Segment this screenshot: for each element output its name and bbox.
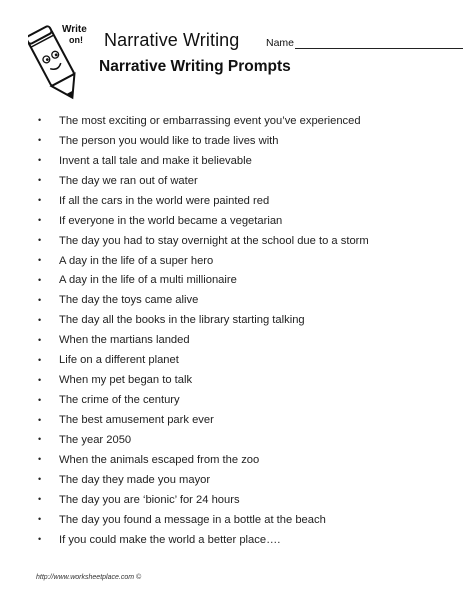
- list-item: [38, 490, 458, 510]
- bullet: •: [38, 274, 42, 285]
- list-item: [38, 450, 458, 470]
- bullet: •: [38, 454, 42, 465]
- logo-text-write: Write: [62, 24, 87, 35]
- list-item: [38, 510, 458, 530]
- footer-url: http://www.worksheetplace.com ©: [36, 574, 142, 581]
- list-item: [38, 191, 458, 211]
- prompt-text: The day we ran out of water: [59, 174, 198, 187]
- prompt-text: The best amusement park ever: [59, 414, 214, 427]
- bullet: •: [38, 494, 42, 505]
- prompt-text: The day all the books in the library starting talking: [59, 314, 305, 327]
- list-item: [38, 530, 458, 550]
- list-item: [38, 271, 458, 291]
- bullet: •: [38, 474, 42, 485]
- list-item: [38, 290, 458, 310]
- bullet: •: [38, 115, 42, 126]
- bullet: •: [38, 534, 42, 545]
- bullet: •: [38, 434, 42, 445]
- list-item: [38, 410, 458, 430]
- list-item: [38, 171, 458, 191]
- prompt-text: The most exciting or embarrassing event you’ve experienced: [59, 114, 361, 127]
- bullet: •: [38, 314, 42, 325]
- bullet: •: [38, 294, 42, 305]
- list-item: [38, 111, 458, 131]
- name-blank-line[interactable]: [295, 37, 463, 49]
- list-item: [38, 390, 458, 410]
- list-item: [38, 430, 458, 450]
- prompt-text: The day you are ‘bionic’ for 24 hours: [59, 493, 240, 506]
- prompt-text: The day you had to stay overnight at the school due to a storm: [59, 234, 369, 247]
- bullet: •: [38, 255, 42, 266]
- prompt-text: The year 2050: [59, 433, 132, 446]
- prompt-text: Invent a tall tale and make it believable: [59, 154, 252, 167]
- prompt-text: The crime of the century: [59, 394, 180, 407]
- bullet: •: [38, 414, 42, 425]
- prompt-text: If everyone in the world became a vegetarian: [59, 214, 283, 227]
- list-item: [38, 350, 458, 370]
- prompt-text: When the animals escaped from the zoo: [59, 453, 260, 466]
- list-item: [38, 370, 458, 390]
- prompt-text: The day they made you mayor: [59, 473, 211, 486]
- name-label: Name: [266, 37, 295, 49]
- prompt-text: The person you would like to trade lives with: [59, 134, 279, 147]
- list-item: [38, 211, 458, 231]
- bullet: •: [38, 175, 42, 186]
- prompt-list: [38, 111, 458, 550]
- prompt-text: If all the cars in the world were painted red: [59, 194, 270, 207]
- prompt-text: When my pet began to talk: [59, 374, 193, 387]
- prompt-text: When the martians landed: [59, 334, 190, 347]
- bullet: •: [38, 394, 42, 405]
- prompt-text: A day in the life of a multi millionaire: [59, 274, 237, 287]
- bullet: •: [38, 354, 42, 365]
- list-item: [38, 470, 458, 490]
- prompt-text: The day the toys came alive: [59, 294, 199, 307]
- worksheet-title: Narrative Writing: [104, 30, 240, 50]
- list-item: [38, 251, 458, 271]
- bullet: •: [38, 215, 42, 226]
- page-heading: Narrative Writing Prompts: [99, 58, 291, 75]
- bullet: •: [38, 195, 42, 206]
- list-item: [38, 310, 458, 330]
- bullet: •: [38, 135, 42, 146]
- name-field[interactable]: [266, 37, 463, 49]
- prompt-text: If you could make the world a better place….: [59, 533, 281, 546]
- list-item: [38, 330, 458, 350]
- list-item: [38, 131, 458, 151]
- logo-text-on: on!: [69, 35, 83, 45]
- pencil-logo-icon: [28, 20, 90, 108]
- list-item: [38, 151, 458, 171]
- bullet: •: [38, 374, 42, 385]
- bullet: •: [38, 334, 42, 345]
- bullet: •: [38, 235, 42, 246]
- bullet: •: [38, 155, 42, 166]
- prompt-text: Life on a different planet: [59, 354, 179, 367]
- bullet: •: [38, 514, 42, 525]
- prompt-text: A day in the life of a super hero: [59, 254, 214, 267]
- list-item: [38, 231, 458, 251]
- prompt-text: The day you found a message in a bottle at the beach: [59, 513, 326, 526]
